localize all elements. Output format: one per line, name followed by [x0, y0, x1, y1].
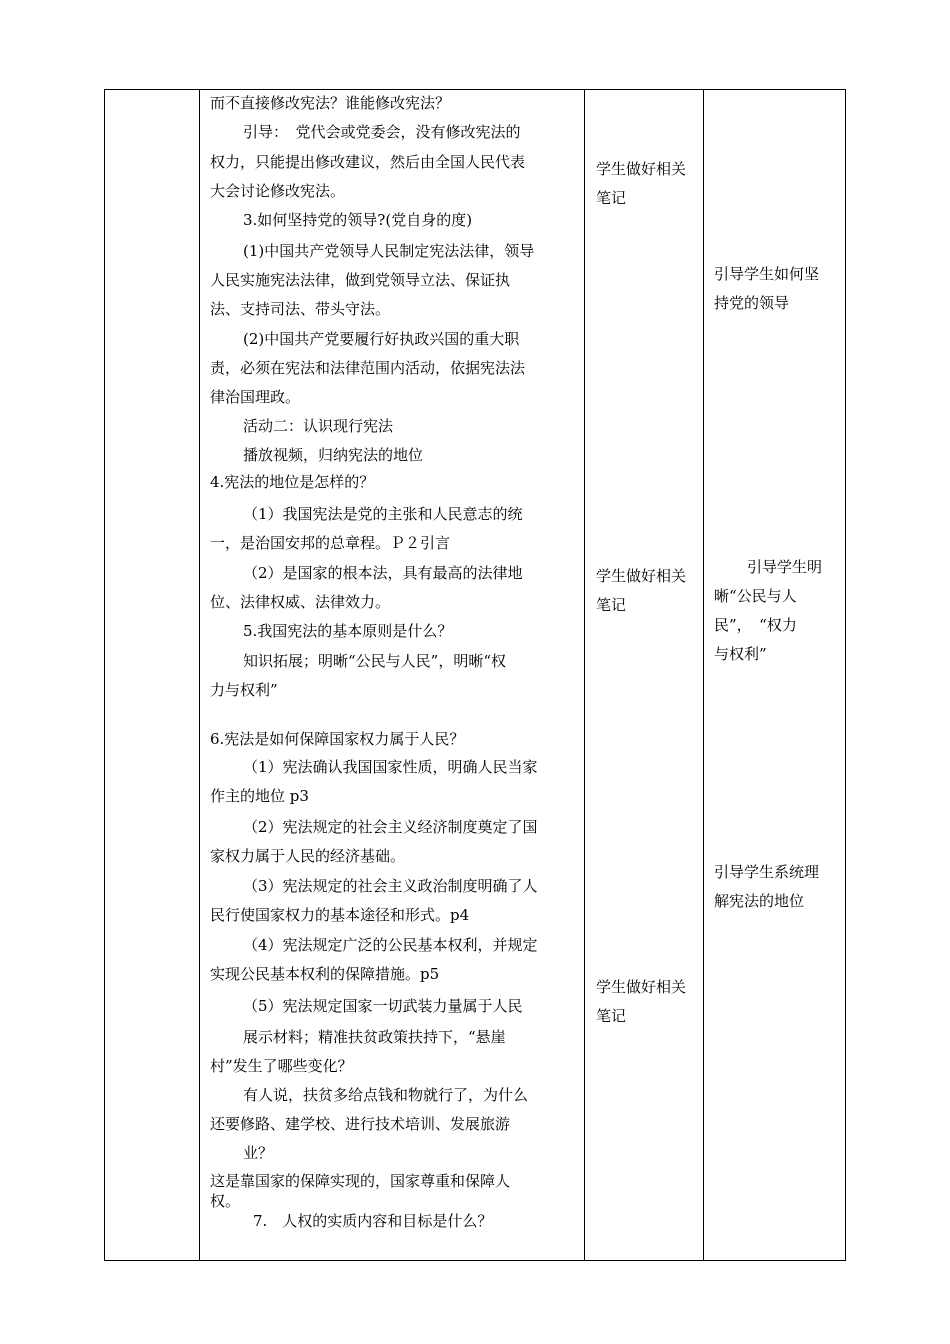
content-line: (1)中国共产党领导人民制定宪法法律，领导: [243, 242, 535, 260]
content-line: 活动二：认识现行宪法: [243, 417, 394, 435]
content-line: 3.如何坚持党的领导?(党自身的度): [243, 211, 473, 229]
content-line: 力与权利”: [210, 681, 278, 699]
lesson-table: [104, 89, 846, 1261]
content-line: 家权力属于人民的经济基础。: [210, 847, 406, 865]
content-line: 还要修路、建学校、进行技术培训、发展旅游: [210, 1115, 511, 1133]
content-line: (2)中国共产党要履行好执政兴国的重大职: [243, 330, 520, 348]
column-divider: [199, 90, 200, 1260]
content-line: （4）宪法规定广泛的公民基本权利，并规定: [243, 936, 538, 954]
content-line: 村”发生了哪些变化？: [210, 1057, 353, 1075]
content-line: 4.宪法的地位是怎样的？: [210, 473, 375, 491]
content-line: 法、支持司法、带头守法。: [210, 300, 391, 318]
content-line: 大会讨论修改宪法。: [210, 182, 346, 200]
design-note: 引导学生明 晰“公民与人 民”， “权力 与权利”: [714, 558, 823, 663]
content-line: 权。: [210, 1192, 241, 1210]
column-divider: [703, 90, 704, 1260]
content-line: 作主的地位 p3: [210, 787, 309, 805]
content-line: （1）我国宪法是党的主张和人民意志的统: [243, 505, 523, 523]
content-line: 这是靠国家的保障实现的，国家尊重和保障人: [210, 1172, 511, 1190]
content-line: （2）是国家的根本法，具有最高的法律地: [243, 564, 523, 582]
content-line: （2）宪法规定的社会主义经济制度奠定了国: [243, 818, 538, 836]
content-line: 而不直接修改宪法？谁能修改宪法？: [210, 94, 451, 112]
student-note: 学生做好相关 笔记: [596, 567, 687, 614]
student-note: 学生做好相关 笔记: [596, 978, 687, 1025]
content-line: 权力，只能提出修改建议，然后由全国人民代表: [210, 153, 526, 171]
content-line: 播放视频，归纳宪法的地位: [243, 446, 424, 464]
content-line: 有人说，扶贫多给点钱和物就行了，为什么: [243, 1086, 529, 1104]
content-line: 责，必须在宪法和法律范围内活动，依据宪法法: [210, 359, 526, 377]
column-divider: [584, 90, 585, 1260]
content-line: （1）宪法确认我国国家性质，明确人民当家: [243, 758, 538, 776]
content-line: 业？: [243, 1144, 274, 1162]
content-line: 一，是治国安邦的总章程。Ｐ２引言: [210, 534, 451, 552]
content-line: 人民实施宪法法律，做到党领导立法、保证执: [210, 271, 511, 289]
content-line: 知识拓展；明晰“公民与人民”，明晰“权: [243, 652, 507, 670]
design-note: 引导学生如何坚 持党的领导: [714, 265, 820, 312]
content-line: 律治国理政。: [210, 388, 301, 406]
content-line: 展示材料；精准扶贫政策扶持下，“悬崖: [243, 1028, 506, 1046]
design-note: 引导学生系统理 解宪法的地位: [714, 863, 820, 910]
content-line: 引导： 党代会或党委会，没有修改宪法的: [243, 123, 521, 141]
content-line: 实现公民基本权利的保障措施。p5: [210, 965, 440, 983]
content-line: 6.宪法是如何保障国家权力属于人民？: [210, 730, 465, 748]
content-line: 7. 人权的实质内容和目标是什么？: [253, 1212, 493, 1230]
content-line: 5.我国宪法的基本原则是什么？: [243, 622, 453, 640]
content-line: 民行使国家权力的基本途径和形式。p4: [210, 906, 470, 924]
content-line: （5）宪法规定国家一切武装力量属于人民: [243, 997, 523, 1015]
content-line: （3）宪法规定的社会主义政治制度明确了人: [243, 877, 538, 895]
student-note: 学生做好相关 笔记: [596, 160, 687, 207]
content-line: 位、法律权威、法律效力。: [210, 593, 391, 611]
